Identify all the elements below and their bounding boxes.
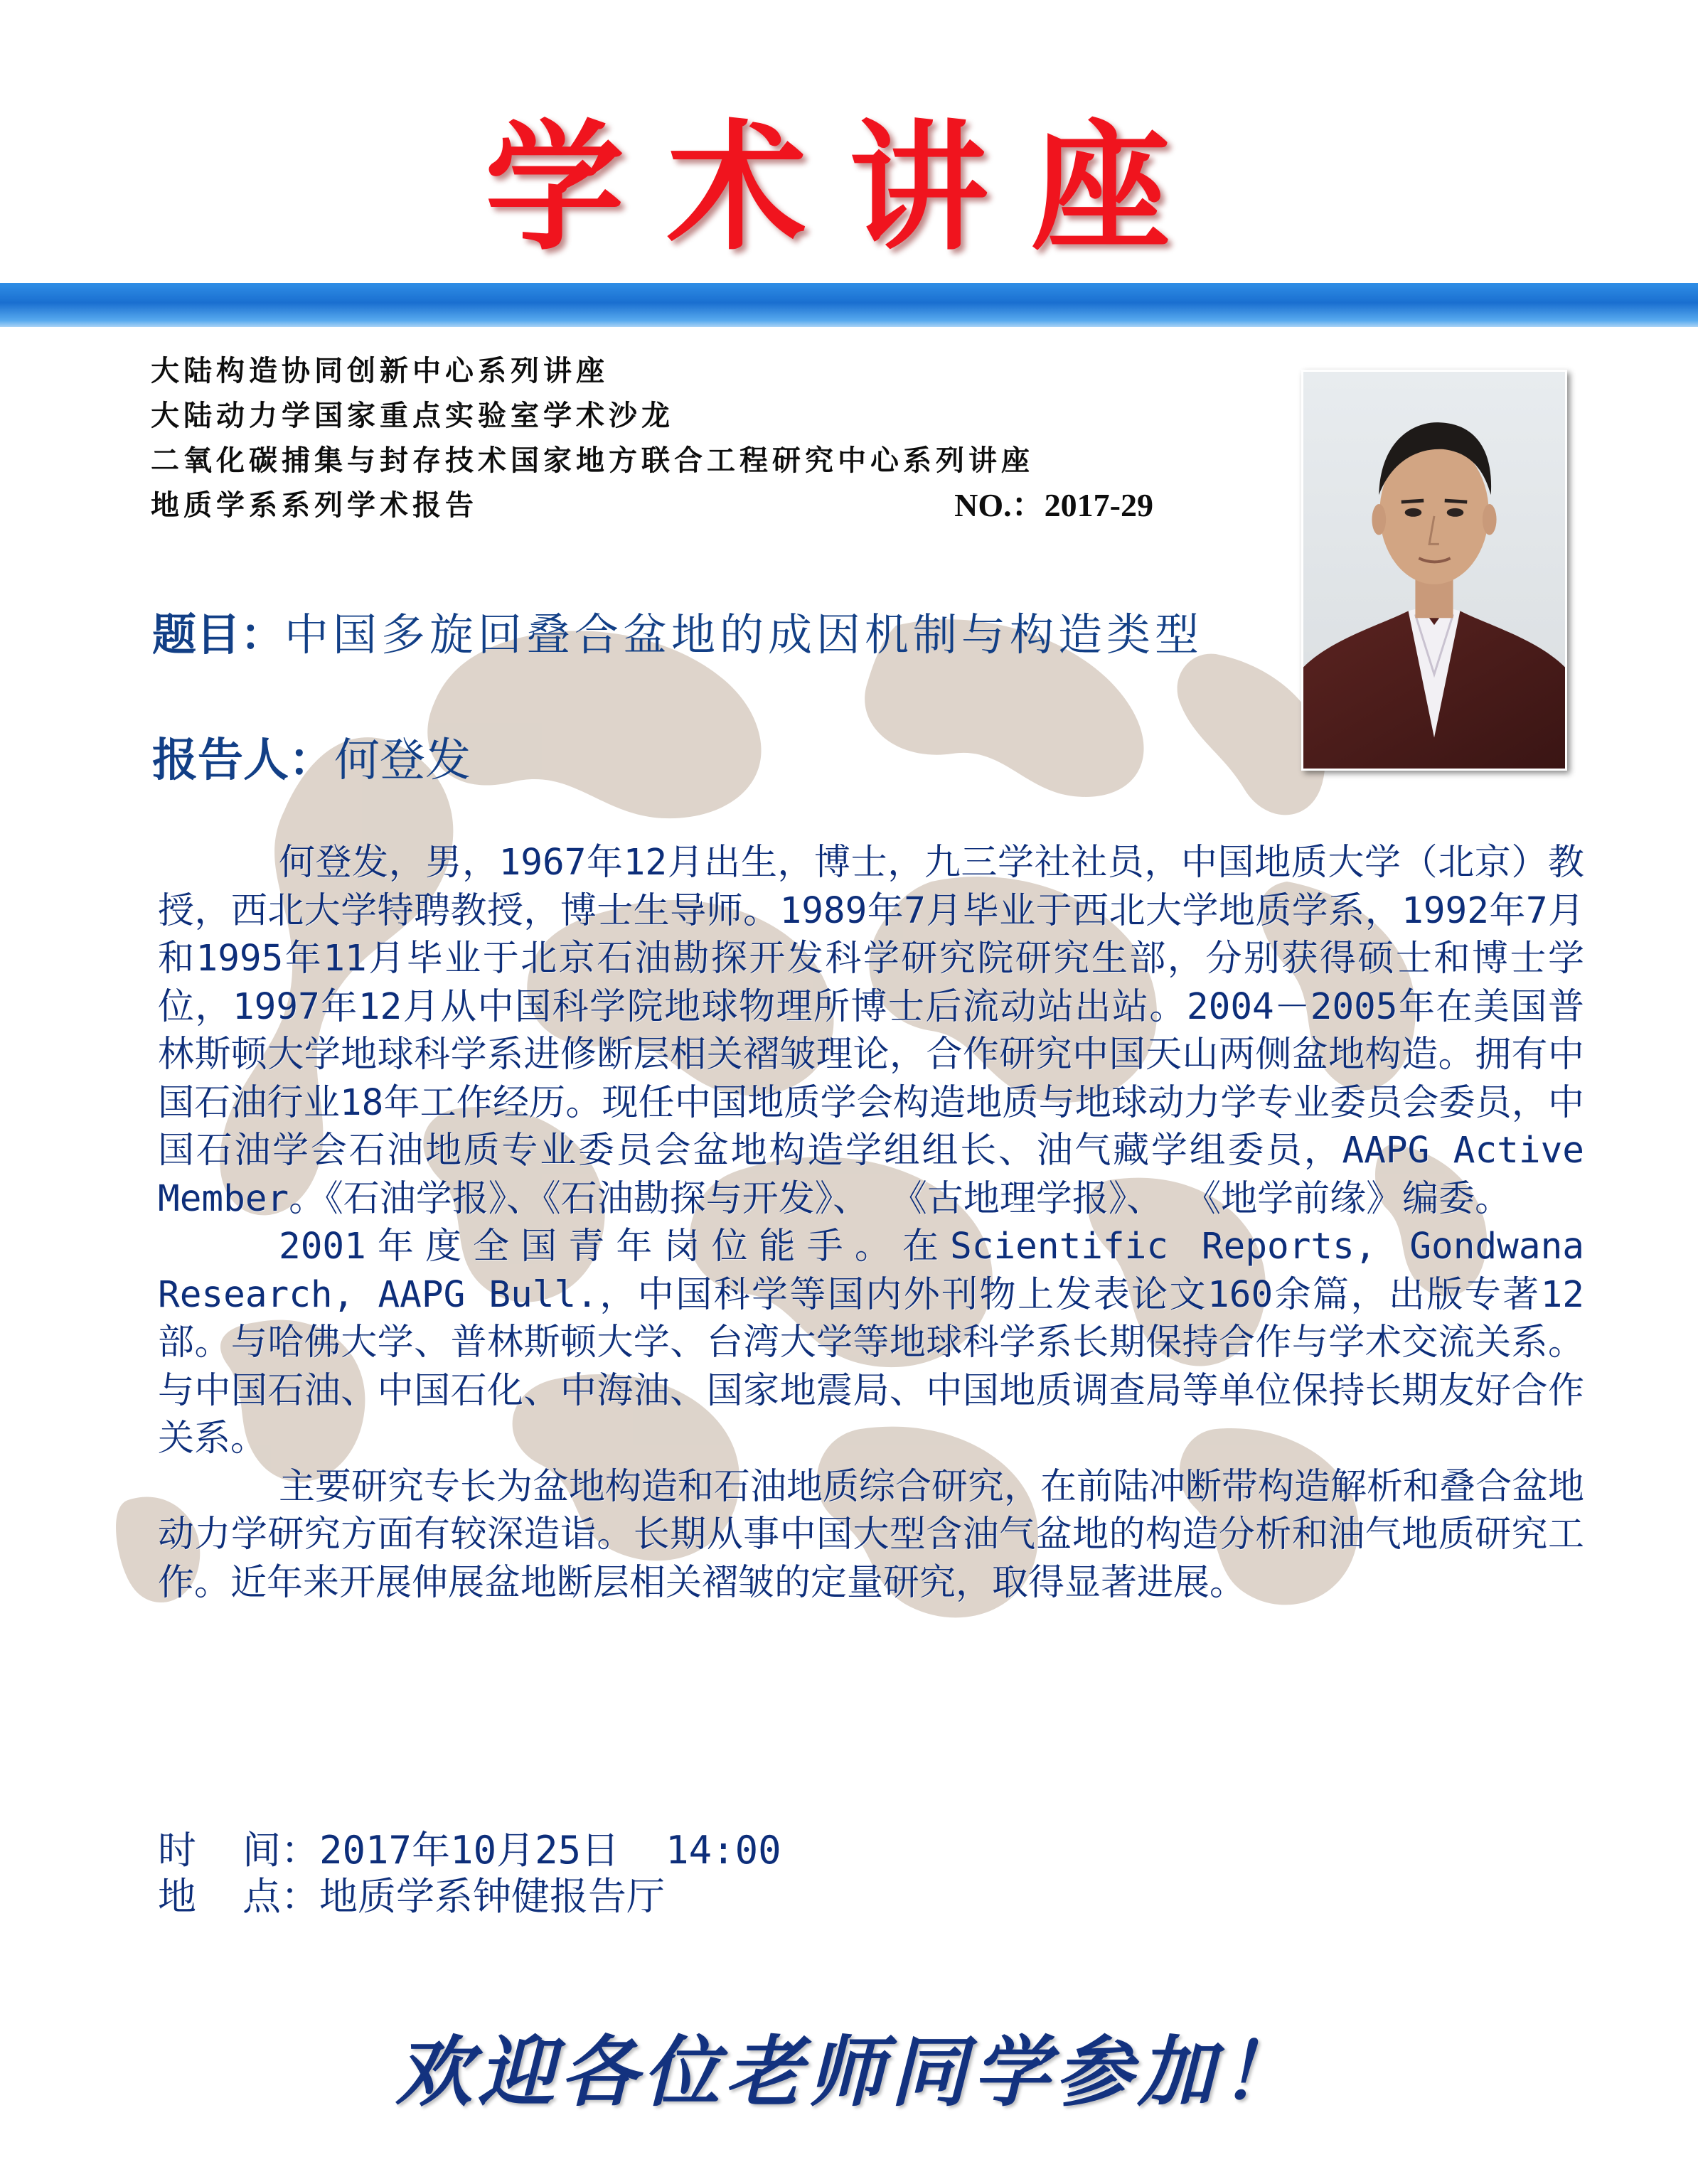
speaker-label: 报告人： <box>152 734 334 787</box>
speaker-name: 何登发 <box>334 734 471 787</box>
lecture-time: 时 间：2017年10月25日 14:00 <box>158 1828 781 1873</box>
welcome-message: 欢迎各位老师同学参加！ <box>395 2028 1303 2117</box>
series-line-1: 大陆构造协同创新中心系列讲座 <box>151 354 609 387</box>
bio-paragraph-1: 何登发，男，1967年12月出生，博士，九三学社社员，中国地质大学（北京）教授，西北大学特聘教授，博士生导师。1989年7月毕业于西北大学地质学系，1992年7月和1995年11月毕业于北京石油勘探开发科学研究院研究生部，分别获得硕士和博士学位，1997年12月从中国科学院地球物理所博士后流动站出站。2004－2005年在美国普林斯顿大学地球科学系进修断层相关褶皱理论，合作研究中国天山两侧盆地构造。拥有中国石油行业18年工作经历。现任中国地质学会构造地质与地球动力学专业委员会委员，中国石油学会石油地质专业委员会盆地构造学组组长、油气藏学组委员，AAPG Active Member。《石油学报》、《石油勘探与开发》、 《古地理学报》、 《地学前缘》编委。 <box>158 842 1584 1220</box>
bio-paragraph-3: 主要研究专长为盆地构造和石油地质综合研究，在前陆冲断带构造解析和叠合盆地动力学研究方面有较深造诣。长期从事中国大型含油气盆地的构造分析和油气地质研究工作。近年来开展伸展盆地断层相关褶皱的定量研究，取得显著进展。 <box>158 1465 1585 1604</box>
report-number: NO.：2017-29 <box>954 487 1153 523</box>
speaker <box>152 729 471 793</box>
lecture-info <box>158 1827 781 1920</box>
lecture-topic <box>152 603 1203 667</box>
speaker-photo <box>1301 370 1567 771</box>
poster-title: 学术讲座 <box>484 107 1213 269</box>
topic-title: 中国多旋回叠合盆地的成因机制与构造类型 <box>284 609 1204 660</box>
portrait-icon <box>1303 372 1565 769</box>
series-line-3: 二氧化碳捕集与封存技术国家地方联合工程研究中心系列讲座 <box>151 444 1034 477</box>
bio-paragraph-2: 2001年度全国青年岗位能手。在Scientific Reports, Gondwana Research, AAPG Bull.，中国科学等国内外刊物上发表论文160余篇，出版专著12部。与哈佛大学、普林斯顿大学、台湾大学等地球科学系长期保持合作与学术交流关系。与中国石油、中国石化、中海油、国家地震局、中国地质调查局等单位保持长期友好合作关系。 <box>158 1226 1584 1460</box>
series-list <box>151 348 1182 528</box>
series-line-4-text: 地质学系系列学术报告 <box>151 488 478 522</box>
series-line-4 <box>151 483 1182 528</box>
lecture-place: 地 点：地质学系钟健报告厅 <box>158 1874 666 1919</box>
speaker-bio <box>158 839 1584 1607</box>
topic-label: 题目： <box>152 609 285 660</box>
series-line-2: 大陆动力学国家重点实验室学术沙龙 <box>151 399 674 432</box>
header-band <box>0 283 1698 327</box>
